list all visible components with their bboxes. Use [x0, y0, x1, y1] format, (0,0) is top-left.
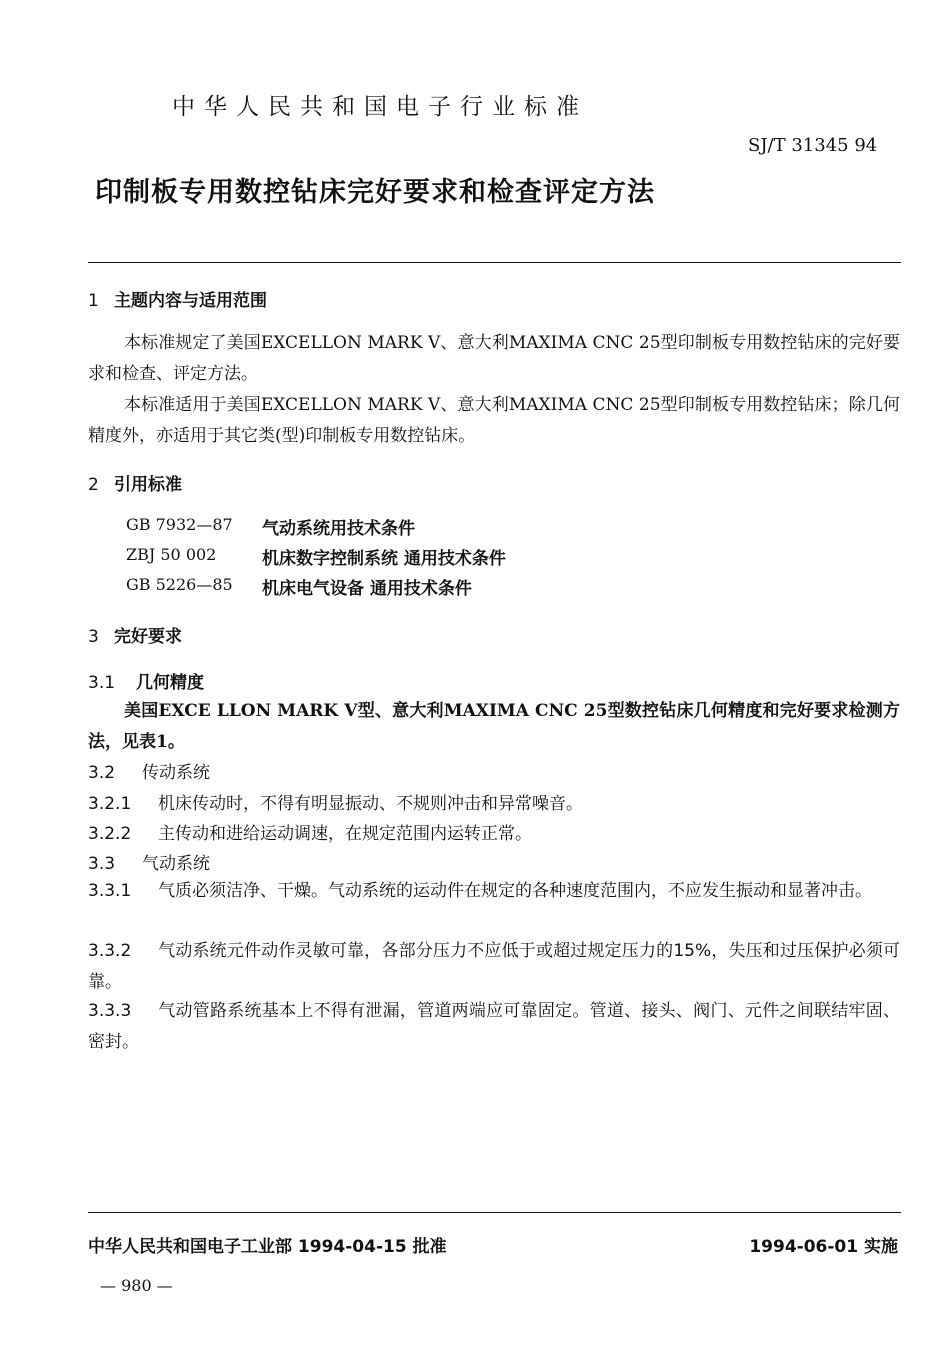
document-title: 印制板专用数控钻床完好要求和检查评定方法: [95, 177, 655, 208]
subsection-3-3-heading: [88, 849, 210, 874]
standard-code: SJ/T 31345 94: [748, 135, 878, 156]
section-number: 2: [88, 475, 99, 495]
section-1-heading: [88, 286, 267, 311]
section-title: 引用标准: [114, 475, 182, 495]
approval-line: 中华人民共和国电子工业部 1994-04-15 批准: [88, 1237, 447, 1257]
subsection-3-2-heading: [88, 758, 210, 783]
clause-3-3-1: [88, 876, 900, 907]
page-number: — 980 —: [100, 1276, 173, 1295]
clause-number: 3.3.1: [88, 881, 132, 901]
section-2-heading: [88, 470, 182, 495]
clause-number: 3.2.1: [88, 794, 132, 814]
clause-3-3-3: [88, 996, 900, 1058]
section-1-paragraph-1: 本标准规定了美国EXCELLON MARK Ⅴ、意大利MAXIMA CNC 25型印制板专用数控钻床的完好要求和检查、评定方法。: [88, 333, 900, 384]
clause-3-2-2: [88, 819, 532, 844]
issuing-authority: 中华人民共和国电子行业标准: [172, 94, 588, 120]
subsection-3-1-heading: [88, 668, 204, 693]
section-number: 1: [88, 291, 99, 311]
clause-text: 气动管路系统基本上不得有泄漏，管道两端应可靠固定。管道、接头、阀门、元件之间联结牢固、密封。: [88, 1001, 900, 1052]
reference-title: 机床数字控制系统 通用技术条件: [262, 549, 506, 569]
header-divider: [88, 262, 901, 263]
section-1-paragraph-2: 本标准适用于美国EXCELLON MARK Ⅴ、意大利MAXIMA CNC 25型印制板专用数控钻床；除几何精度外，亦适用于其它类(型)印制板专用数控钻床。: [88, 395, 900, 446]
clause-3-3-2: [88, 936, 900, 998]
reference-code: ZBJ 50 002: [126, 545, 217, 564]
clause-text: 主传动和进给运动调速，在规定范围内运转正常。: [158, 824, 532, 844]
footer-divider: [88, 1212, 901, 1213]
section-title: 完好要求: [114, 627, 182, 647]
clause-text: 气质必须洁净、干燥。气动系统的运动件在规定的各种速度范围内，不应发生振动和显著冲击。: [158, 881, 872, 901]
clause-3-2-1: [88, 789, 583, 814]
subsection-title: 传动系统: [142, 763, 210, 783]
clause-number: 3.3.3: [88, 1001, 132, 1021]
clause-number: 3.2.2: [88, 824, 132, 844]
implementation-date: 1994-06-01 实施: [749, 1237, 898, 1257]
subsection-title: 几何精度: [136, 673, 204, 693]
subsection-title: 气动系统: [142, 854, 210, 874]
reference-code: GB 7932—87: [126, 515, 233, 534]
subsection-number: 3.1: [88, 673, 116, 693]
clause-text: 气动系统元件动作灵敏可靠，各部分压力不应低于或超过规定压力的15%，失压和过压保护必须可靠。: [88, 941, 900, 992]
subsection-number: 3.3: [88, 854, 116, 874]
reference-title: 机床电气设备 通用技术条件: [262, 579, 472, 599]
reference-code: GB 5226—85: [126, 575, 233, 594]
subsection-number: 3.2: [88, 763, 116, 783]
clause-text: 机床传动时，不得有明显振动、不规则冲击和异常噪音。: [158, 794, 583, 814]
section-title: 主题内容与适用范围: [114, 291, 267, 311]
clause-number: 3.3.2: [88, 941, 132, 961]
section-number: 3: [88, 627, 99, 647]
subsection-3-1-text: 美国EXCE LLON MARK Ⅴ型、意大利MAXIMA CNC 25型数控钻床几何精度和完好要求检测方法，见表1。: [88, 701, 900, 752]
section-3-heading: [88, 622, 182, 647]
reference-title: 气动系统用技术条件: [262, 519, 415, 539]
